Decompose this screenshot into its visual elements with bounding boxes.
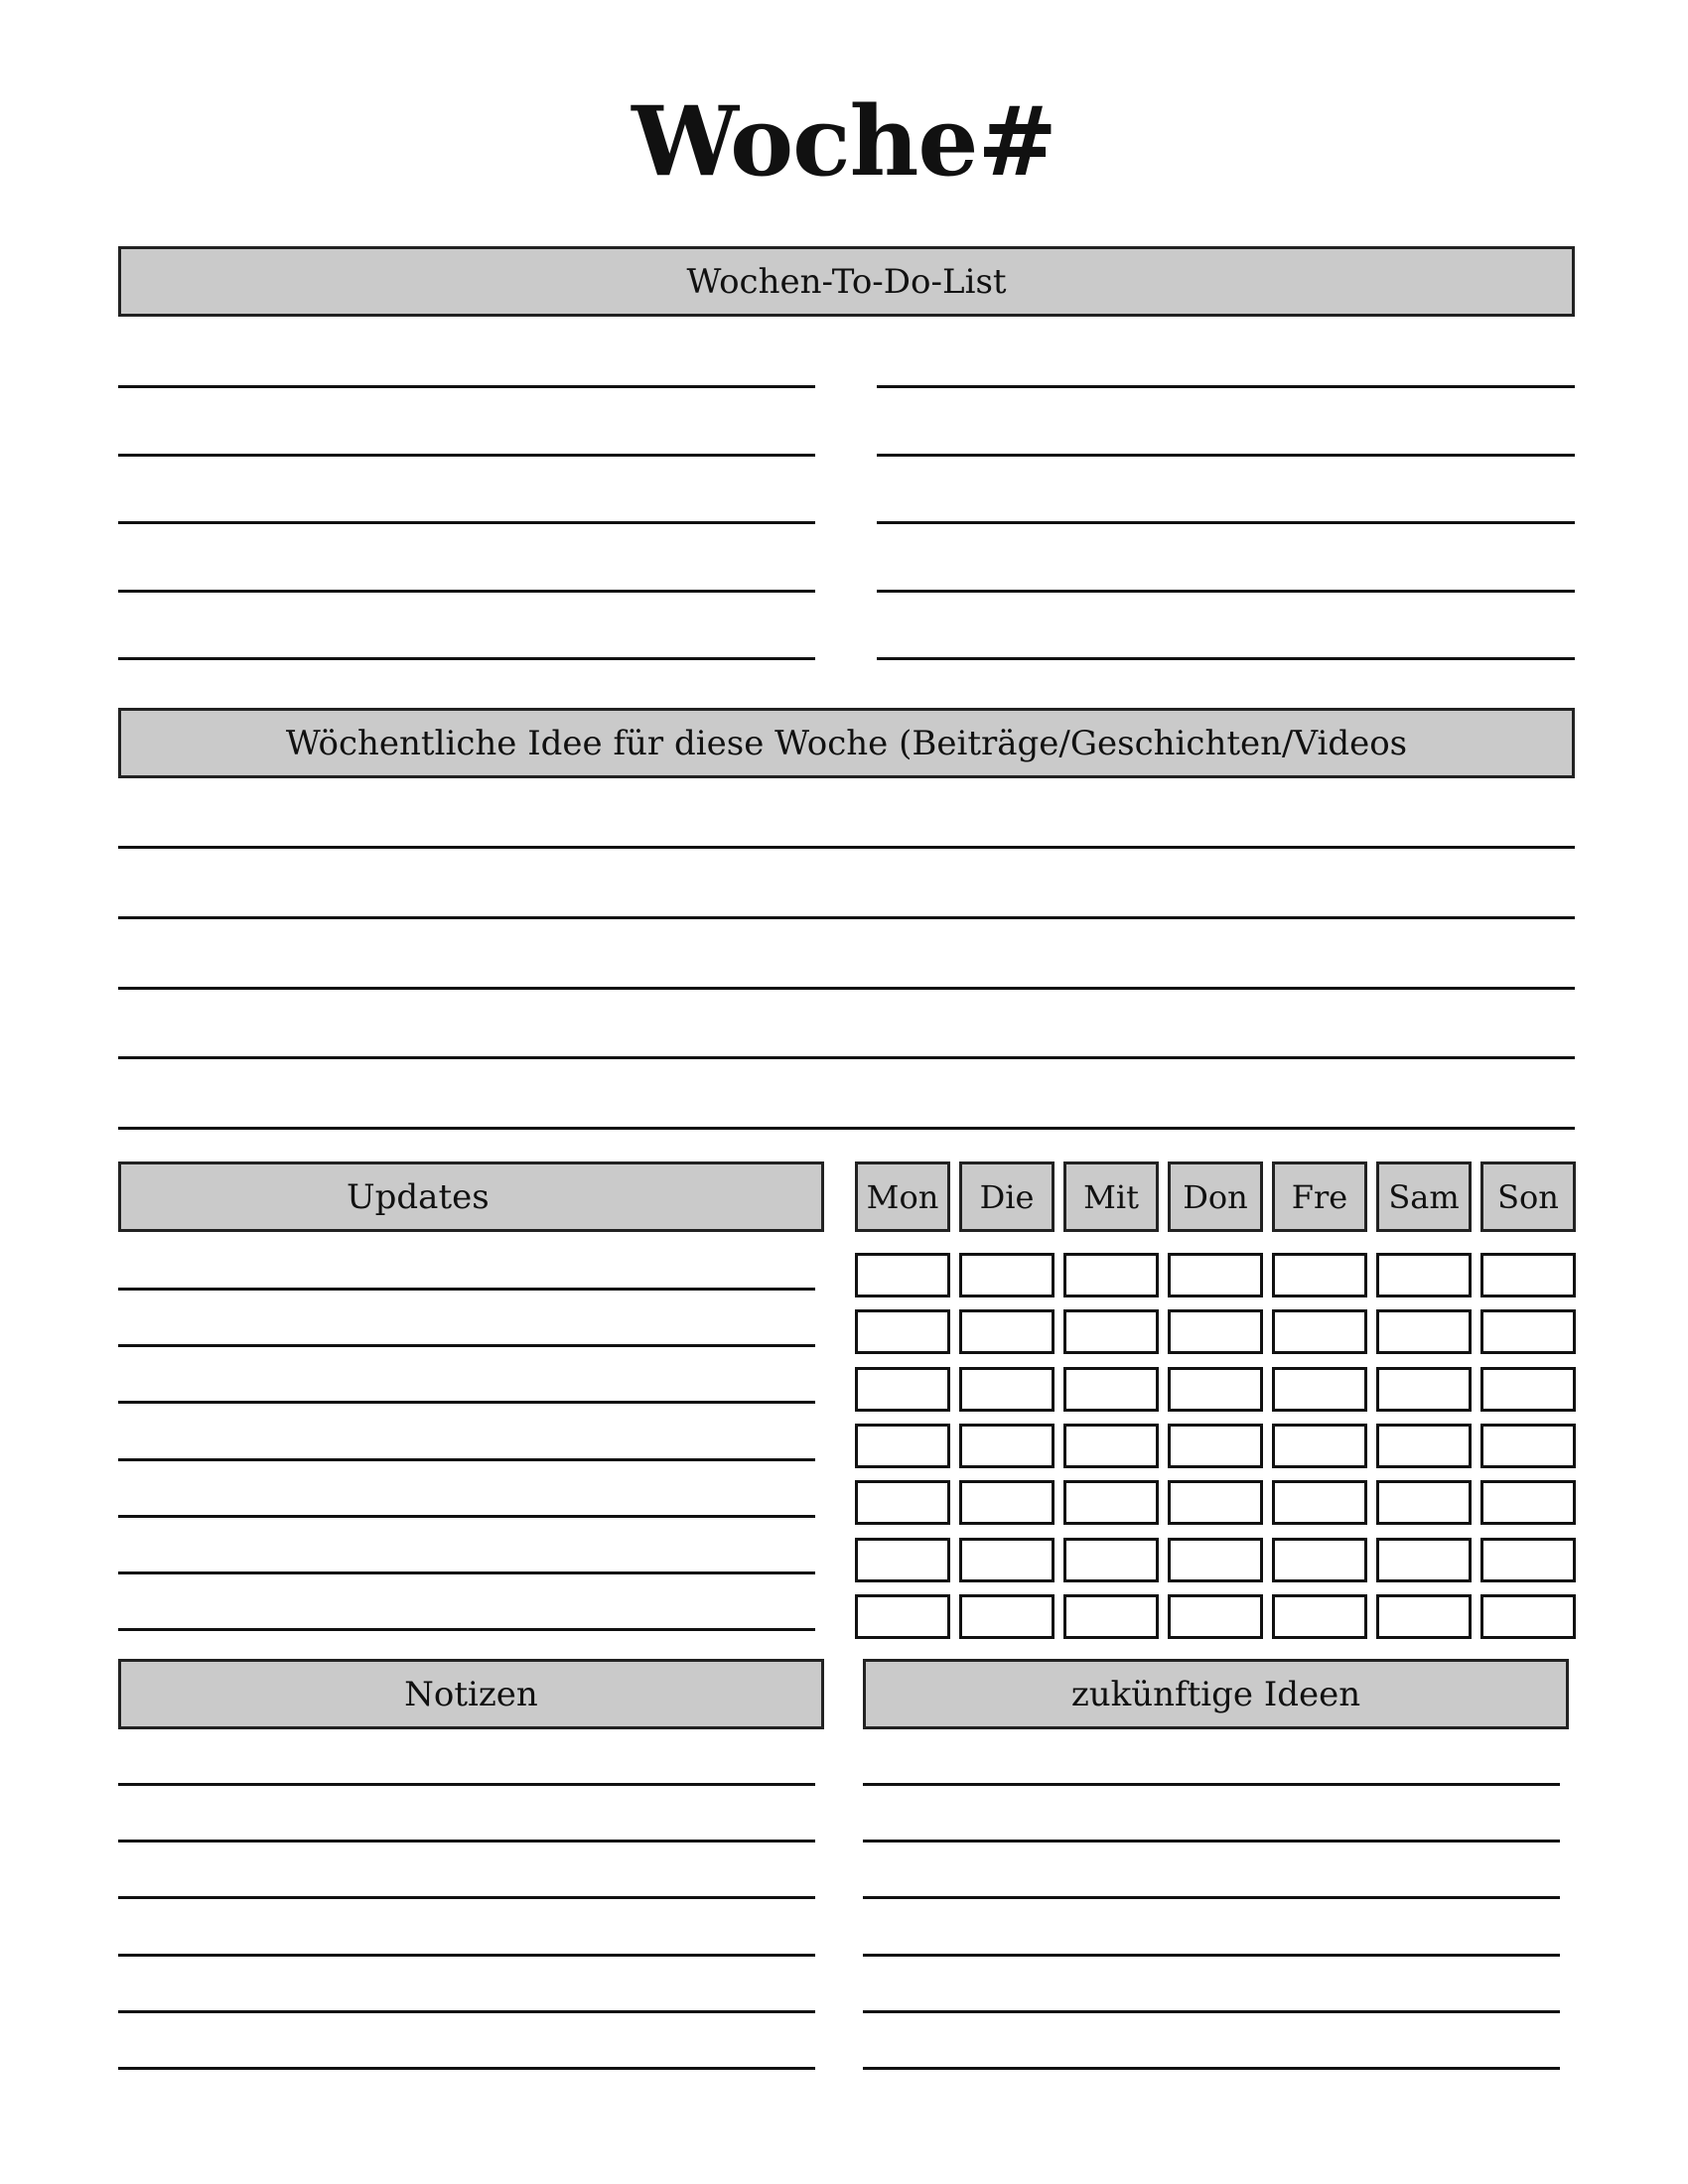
tracker-checkbox-die[interactable] [959,1309,1055,1354]
tracker-checkbox-fre[interactable] [1272,1538,1367,1582]
tracker-checkbox-son[interactable] [1480,1309,1576,1354]
todo-line[interactable] [118,454,815,457]
tracker-checkbox-sam[interactable] [1376,1480,1472,1525]
day-header-sam: Sam [1376,1161,1472,1232]
tracker-checkbox-don[interactable] [1168,1594,1263,1639]
tracker-checkbox-mit[interactable] [1063,1309,1159,1354]
day-header-son: Son [1480,1161,1576,1232]
tracker-checkbox-mon[interactable] [855,1538,950,1582]
ideas-line[interactable] [118,916,1575,919]
tracker-checkbox-die[interactable] [959,1538,1055,1582]
updates-line[interactable] [118,1571,815,1574]
todo-line[interactable] [877,657,1575,660]
tracker-checkbox-die[interactable] [959,1594,1055,1639]
tracker-checkbox-fre[interactable] [1272,1367,1367,1412]
todo-line[interactable] [877,590,1575,593]
tracker-checkbox-mit[interactable] [1063,1253,1159,1297]
future-ideas-line[interactable] [863,1840,1560,1843]
page-title: Woche# [632,85,1056,198]
notes-line[interactable] [118,2010,815,2013]
ideas-line[interactable] [118,846,1575,849]
future-ideas-line[interactable] [863,1896,1560,1899]
ideas-section-header: Wöchentliche Idee für diese Woche (Beiträge/Geschichten/Videos [118,708,1575,778]
notes-line[interactable] [118,1896,815,1899]
day-header-fre: Fre [1272,1161,1367,1232]
ideas-line[interactable] [118,987,1575,990]
tracker-checkbox-mon[interactable] [855,1367,950,1412]
tracker-checkbox-mit[interactable] [1063,1480,1159,1525]
tracker-checkbox-don[interactable] [1168,1253,1263,1297]
tracker-checkbox-mon[interactable] [855,1594,950,1639]
tracker-checkbox-son[interactable] [1480,1253,1576,1297]
updates-line[interactable] [118,1628,815,1631]
tracker-checkbox-fre[interactable] [1272,1424,1367,1468]
updates-line[interactable] [118,1515,815,1518]
tracker-checkbox-sam[interactable] [1376,1594,1472,1639]
tracker-checkbox-die[interactable] [959,1424,1055,1468]
tracker-checkbox-son[interactable] [1480,1367,1576,1412]
tracker-checkbox-don[interactable] [1168,1424,1263,1468]
future-ideas-line[interactable] [863,1783,1560,1786]
updates-line[interactable] [118,1458,815,1461]
tracker-checkbox-mon[interactable] [855,1480,950,1525]
notes-line[interactable] [118,1783,815,1786]
tracker-checkbox-die[interactable] [959,1367,1055,1412]
tracker-checkbox-fre[interactable] [1272,1253,1367,1297]
tracker-checkbox-mon[interactable] [855,1424,950,1468]
updates-line[interactable] [118,1344,815,1347]
tracker-checkbox-don[interactable] [1168,1538,1263,1582]
tracker-checkbox-son[interactable] [1480,1424,1576,1468]
tracker-checkbox-son[interactable] [1480,1538,1576,1582]
day-header-mit: Mit [1063,1161,1159,1232]
tracker-checkbox-sam[interactable] [1376,1424,1472,1468]
tracker-checkbox-son[interactable] [1480,1594,1576,1639]
day-header-don: Don [1168,1161,1263,1232]
day-header-mon: Mon [855,1161,950,1232]
tracker-checkbox-sam[interactable] [1376,1367,1472,1412]
tracker-checkbox-fre[interactable] [1272,1480,1367,1525]
updates-section-header [118,1161,824,1232]
updates-line[interactable] [118,1288,815,1291]
notes-line[interactable] [118,1840,815,1843]
day-header-die: Die [959,1161,1055,1232]
todo-line[interactable] [118,385,815,388]
notes-line[interactable] [118,1954,815,1957]
tracker-checkbox-sam[interactable] [1376,1309,1472,1354]
tracker-checkbox-die[interactable] [959,1480,1055,1525]
tracker-checkbox-fre[interactable] [1272,1594,1367,1639]
tracker-checkbox-sam[interactable] [1376,1538,1472,1582]
notes-line[interactable] [118,2067,815,2070]
future-ideas-line[interactable] [863,2010,1560,2013]
tracker-checkbox-son[interactable] [1480,1480,1576,1525]
tracker-checkbox-die[interactable] [959,1253,1055,1297]
todo-line[interactable] [877,454,1575,457]
tracker-checkbox-sam[interactable] [1376,1253,1472,1297]
ideas-line[interactable] [118,1056,1575,1059]
tracker-checkbox-mit[interactable] [1063,1594,1159,1639]
todo-line[interactable] [118,657,815,660]
tracker-checkbox-don[interactable] [1168,1367,1263,1412]
todo-line[interactable] [877,385,1575,388]
tracker-checkbox-mit[interactable] [1063,1424,1159,1468]
future-ideas-section-header: zukünftige Ideen [863,1659,1569,1729]
tracker-checkbox-mon[interactable] [855,1253,950,1297]
tracker-checkbox-mon[interactable] [855,1309,950,1354]
updates-line[interactable] [118,1401,815,1404]
notes-section-header: Notizen [118,1659,824,1729]
tracker-checkbox-fre[interactable] [1272,1309,1367,1354]
todo-section-header: Wochen-To-Do-List [118,246,1575,317]
updates-label: Updates [347,1176,490,1217]
future-ideas-line[interactable] [863,2067,1560,2070]
tracker-checkbox-don[interactable] [1168,1480,1263,1525]
todo-line[interactable] [877,521,1575,524]
todo-line[interactable] [118,590,815,593]
tracker-checkbox-mit[interactable] [1063,1538,1159,1582]
tracker-checkbox-mit[interactable] [1063,1367,1159,1412]
todo-line[interactable] [118,521,815,524]
tracker-checkbox-don[interactable] [1168,1309,1263,1354]
future-ideas-line[interactable] [863,1954,1560,1957]
ideas-line[interactable] [118,1127,1575,1130]
